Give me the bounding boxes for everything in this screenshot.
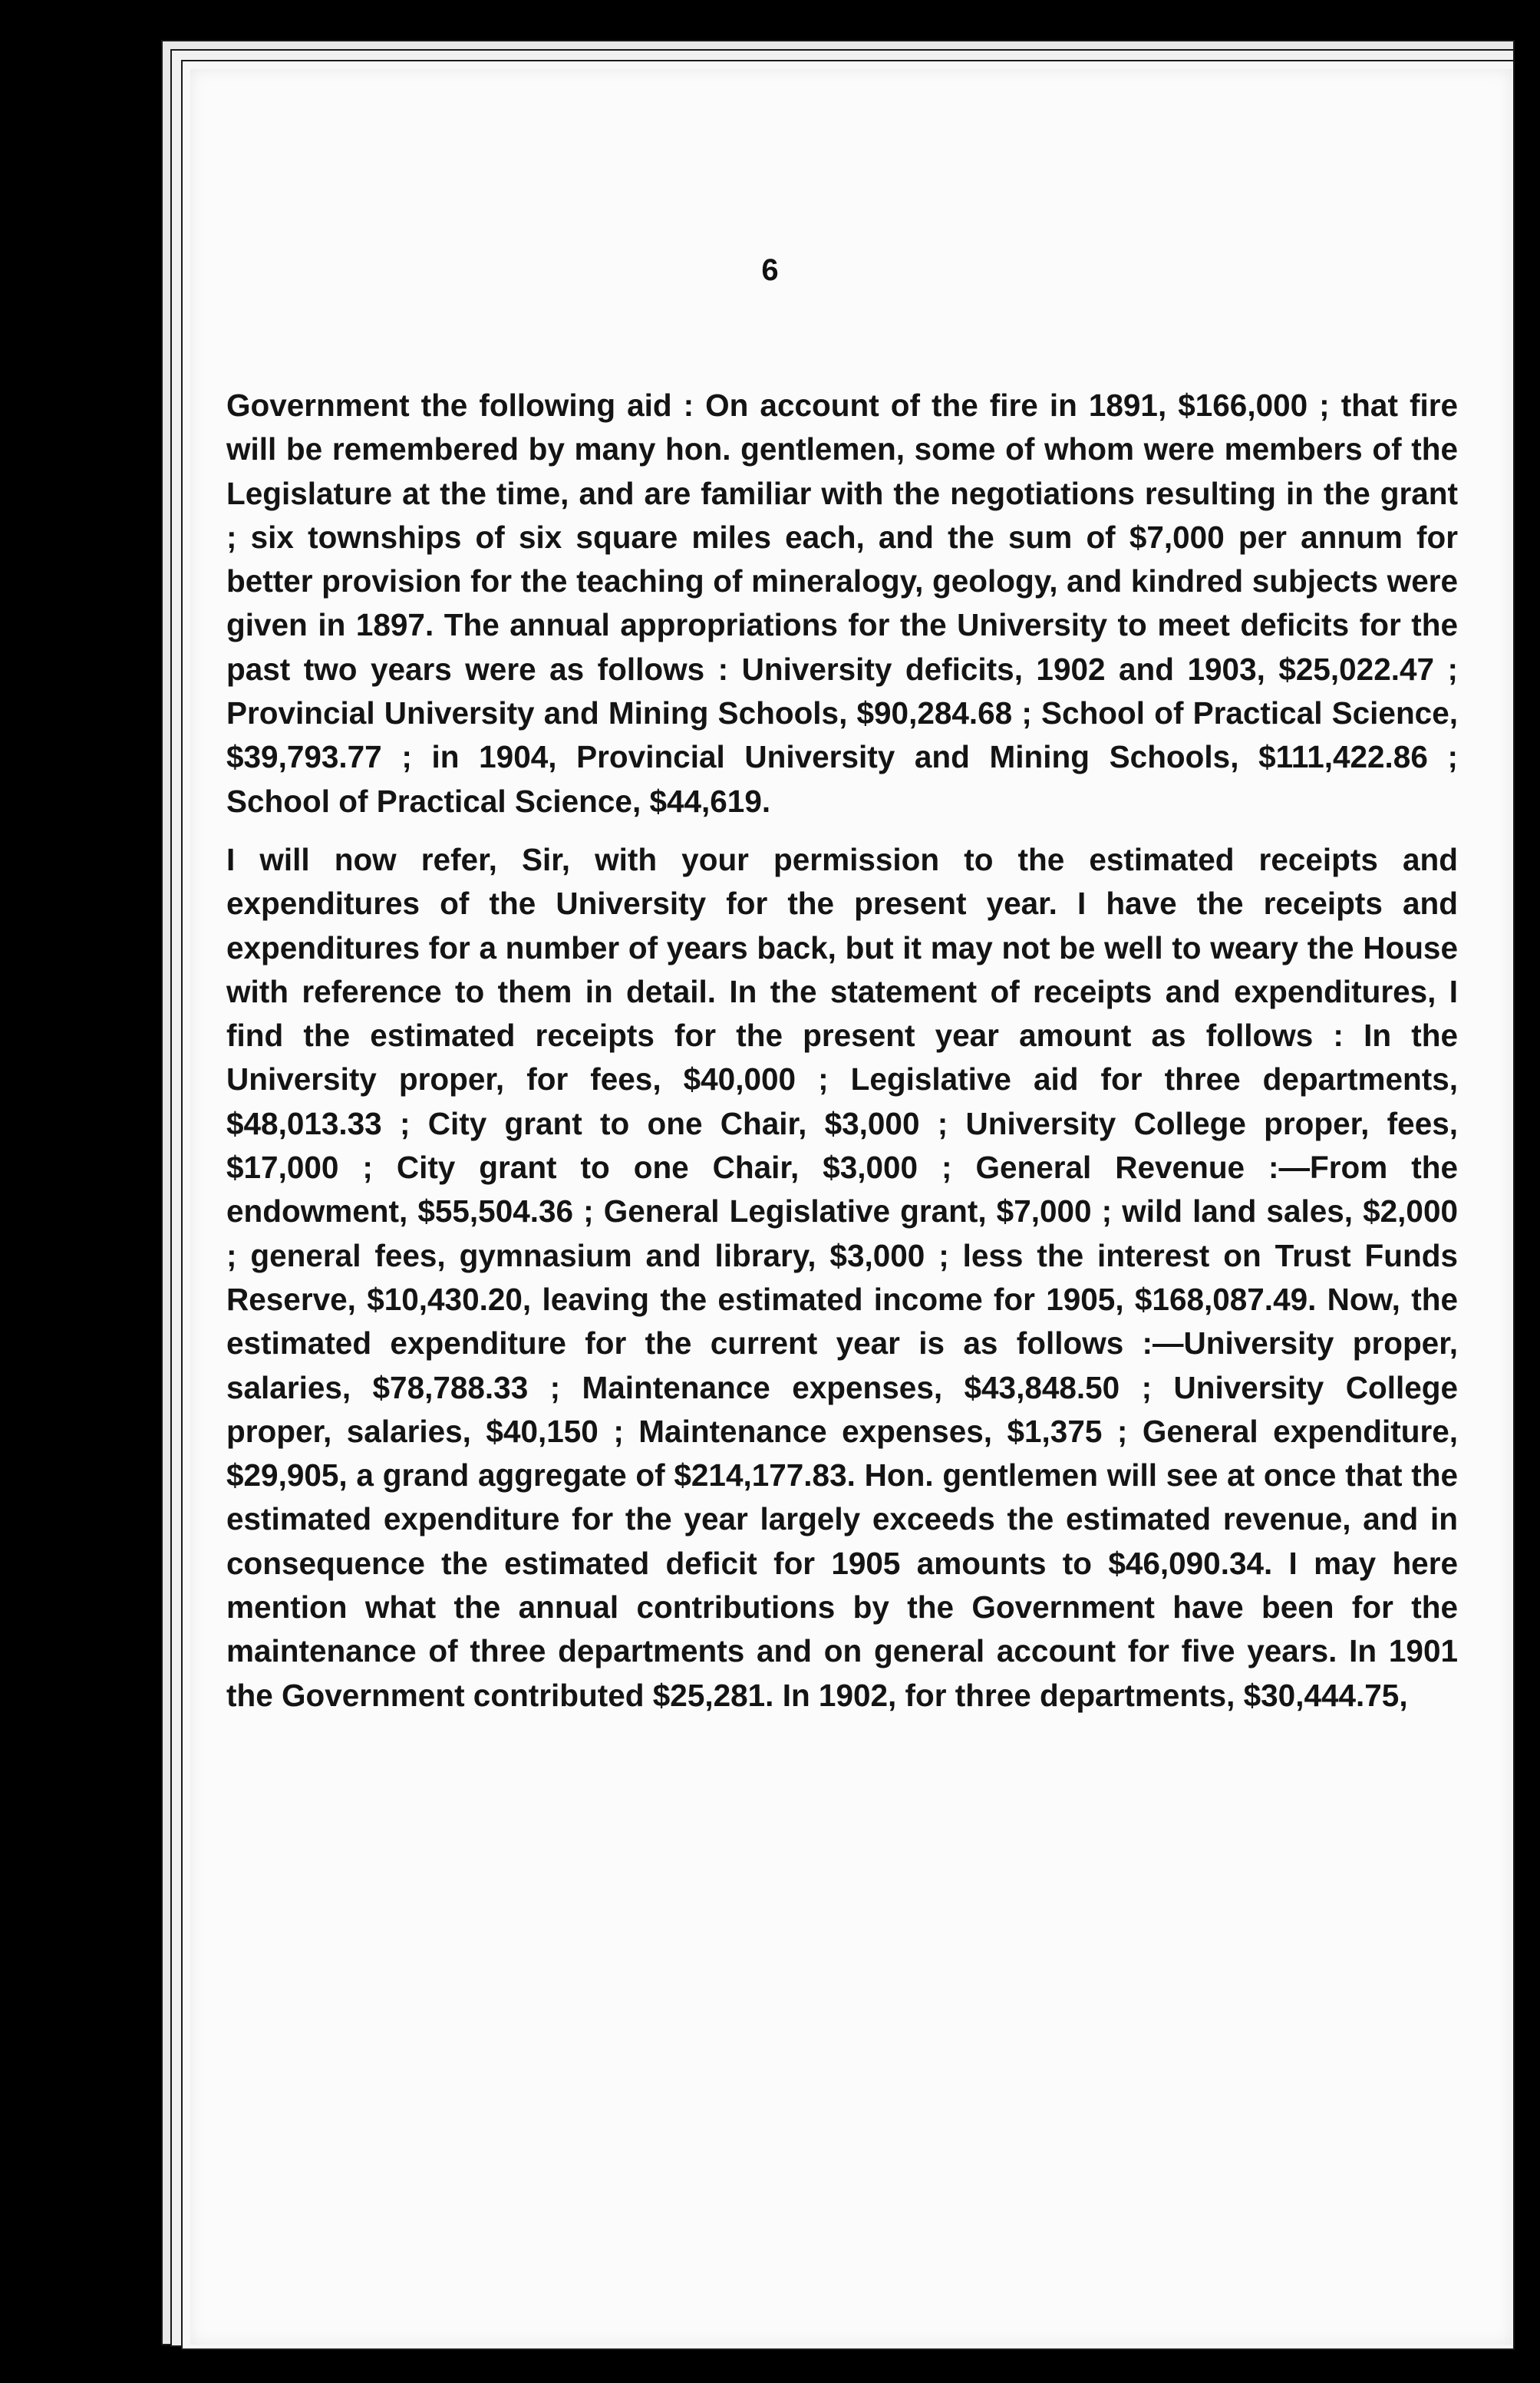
- paragraph-1: Government the following aid : On account of the fire in 1891, $166,000 ; that fire will be remembered by many hon. gentlemen, some of whom were members of the Legislature at the time, and are familiar with the negotiations resulting in the grant ; six townships of six square miles each, and the sum of $7,000 per annum for better provision for the teaching of mineralogy, geology, and kindred subjects were given in 1897. The annual appropriations for the University to meet deficits for the past two years were as follows : University deficits, 1902 and 1903, $25,022.47 ; Provincial University and Mining Schools, $90,284.68 ; School of Practical Science, $39,793.77 ; in 1904, Provincial University and Mining Schools, $111,422.86 ; School of Practical Science, $44,619.: [226, 388, 1458, 819]
- page-number: 6: [761, 253, 779, 287]
- paragraph-2: I will now refer, Sir, with your permission to the estimated receipts and expenditures of the University for the present year. I have the receipts and expenditures for a number of years back, but it may not be well to weary the House with reference to them in detail. In the statement of receipts and expenditures, I find the estimated receipts for the present year amount as follows : In the University proper, for fees, $40,000 ; Legislative aid for three departments, $48,013.33 ; City grant to one Chair, $3,000 ; University College proper, fees, $17,000 ; City grant to one Chair, $3,000 ; General Revenue :—From the endowment, $55,504.36 ; General Legislative grant, $7,000 ; wild land sales, $2,000 ; general fees, gymnasium and library, $3,000 ; less the interest on Trust Funds Reserve, $10,430.20, leaving the estimated income for 1905, $168,087.49. Now, the estimated expenditure for the current year is as follows :—University proper, salaries, $78,788.33 ; Maintenance expenses, $43,848.50 ; University College proper, salaries, $40,150 ; Maintenance expenses, $1,375 ; General expenditure, $29,905, a grand aggregate of $214,177.83. Hon. gentlemen will see at once that the estimated expenditure for the year largely exceeds the estimated revenue, and in consequence the estimated deficit for 1905 amounts to $46,090.34. I may here mention what the annual contributions by the Government have been for the maintenance of three departments and on general account for five years. In 1901 the Government contributed $25,281. In 1902, for three departments, $30,444.75,: [226, 841, 1458, 1713]
- body-text: [226, 384, 1458, 1718]
